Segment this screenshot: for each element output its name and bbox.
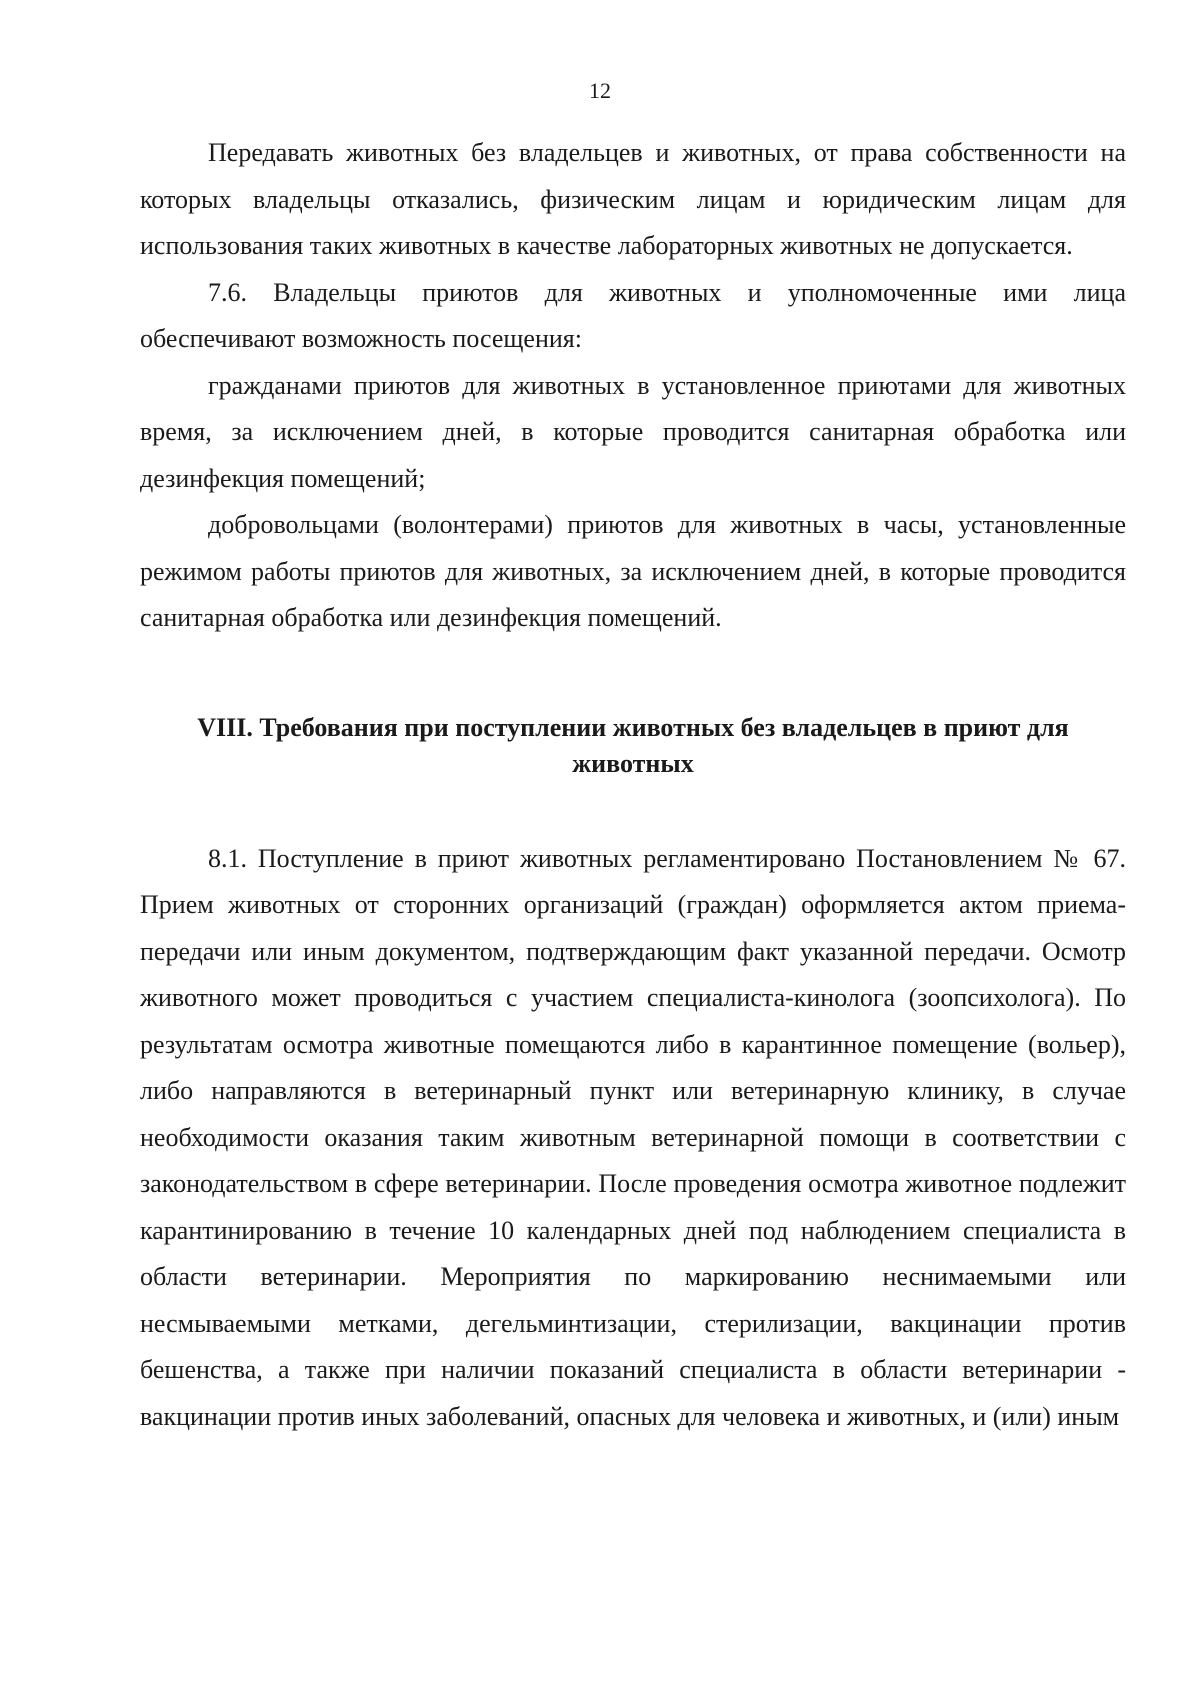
paragraph-7-6: 7.6. Владельцы приютов для животных и уполномоченные ими лица обеспечивают возможность посещения: (140, 277, 1126, 353)
paragraph-citizens-visits: гражданами приютов для животных в установленное приютами для животных время, за исключением дней, в которые проводится санитарная обработка или дезинфекция помещений; (140, 370, 1126, 493)
section-heading-viii: VIII. Требования при поступлении животных без владельцев в приют для животных (197, 712, 1069, 778)
paragraph-8-1: 8.1. Поступление в приют животных регламентировано Постановлением № 67. Прием животных от сторонних организаций (граждан) оформляется актом приема-передачи или иным документом, подтверждающим факт указанной передачи. Осмотр животного может проводиться с участием специалиста-кинолога (зоопсихолога). По результатам осмотра животные помещаются либо в карантинное помещение (вольер), либо направляются в ветеринарный пункт или ветеринарную клинику, в случае необходимости оказания таким животным ветеринарной помощи в соответствии с законодательством в сфере ветеринарии. После проведения осмотра животное подлежит карантинированию в течение 10 календарных дней под наблюдением специалиста в области ветеринарии. Мероприятия по маркированию неснимаемыми или несмываемыми метками, дегельминтизации, стерилизации, вакцинации против бешенства, а также при наличии показаний специалиста в области ветеринарии - вакцинации против иных заболеваний, опасных для человека и животных, и (или) иным (140, 843, 1126, 1431)
paragraph-volunteer-visits: добровольцами (волонтерами) приютов для животных в часы, установленные режимом работы приютов для животных, за исключением дней, в которые проводится санитарная обработка или дезинфекция помещений. (140, 510, 1126, 632)
paragraph-transfer-prohibition: Передавать животных без владельцев и животных, от права собственности на которых владельцы отказались, физическим лицам и юридическим лицам для использования таких животных в качестве лабораторных животных не допускается. (140, 138, 1126, 260)
document-body (140, 130, 1126, 1440)
page-number: 12 (589, 78, 611, 103)
